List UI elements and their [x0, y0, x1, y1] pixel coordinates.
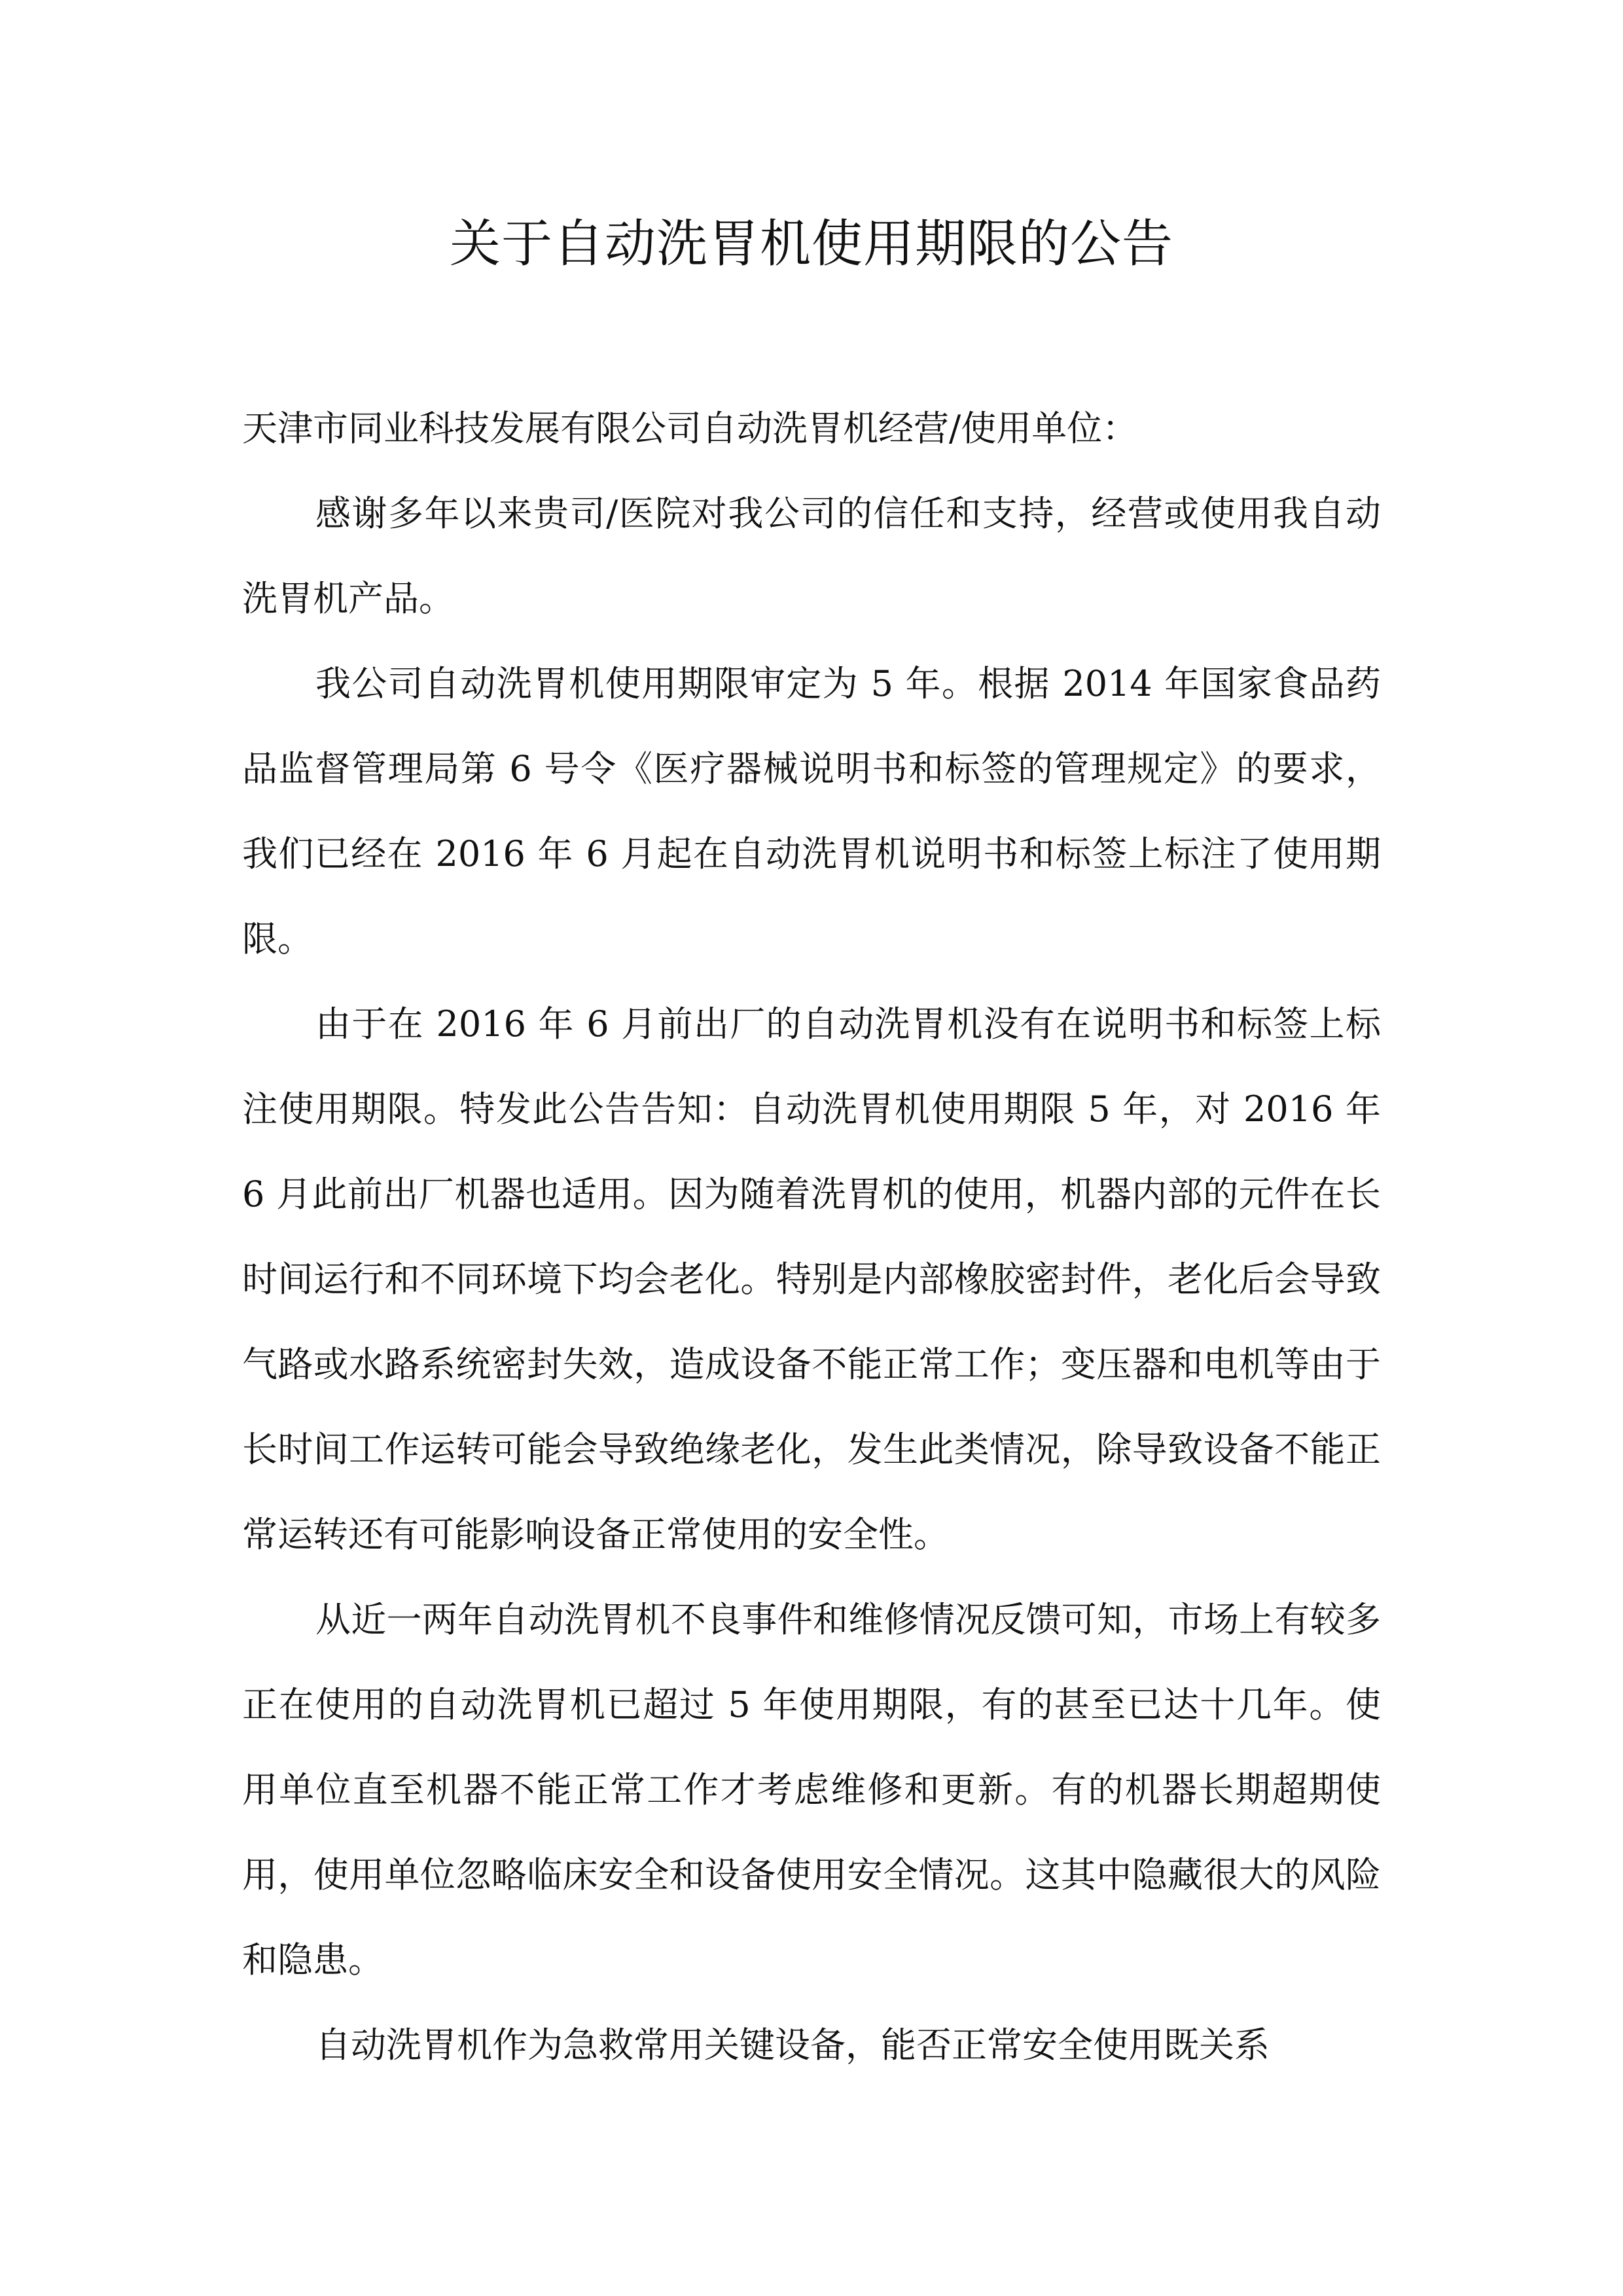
- paragraph-prior-machines: 由于在 2016 年 6 月前出厂的自动洗胃机没有在说明书和标签上标注使用期限。特发此公告告知：自动洗胃机使用期限 5 年，对 2016 年 6 月此前出厂机器也适用。因为随着洗胃机的使用，机器内部的元件在长时间运行和不同环境下均会老化。特别是内部橡胶密封件，老化后会导致气路或水路系统密封失效，造成设备不能正常工作；变压器和电机等由于长时间工作运转可能会导致绝缘老化，发生此类情况，除导致设备不能正常运转还有可能影响设备正常使用的安全性。: [242, 1003, 1381, 1555]
- paragraph-thanks: 感谢多年以来贵司/医院对我公司的信任和支持，经营或使用我自动洗胃机产品。: [242, 493, 1381, 619]
- paragraph-service-life: 我公司自动洗胃机使用期限审定为 5 年。根据 2014 年国家食品药品监督管理局第 6 号令《医疗器械说明书和标签的管理规定》的要求， 我们已经在 2016 年 6 月起在自动洗胃机说明书和标签上标注了使用期限。: [242, 663, 1381, 960]
- document-title: 关于自动洗胃机使用期限的公告: [449, 215, 1173, 274]
- document-body: [242, 386, 1381, 2088]
- paragraph-market-feedback: 从近一两年自动洗胃机不良事件和维修情况反馈可知，市场上有较多正在使用的自动洗胃机已超过 5 年使用期限，有的甚至已达十几年。使用单位直至机器不能正常工作才考虑维修和更新。有的机器长期超期使用，使用单位忽略临床安全和设备使用安全情况。这其中隐藏很大的风险和隐患。: [242, 1599, 1381, 1981]
- salutation: 天津市同业科技发展有限公司自动洗胃机经营/使用单位：: [242, 408, 1138, 449]
- paragraph-emergency-equipment: 自动洗胃机作为急救常用关键设备，能否正常安全使用既关系: [315, 2024, 1270, 2066]
